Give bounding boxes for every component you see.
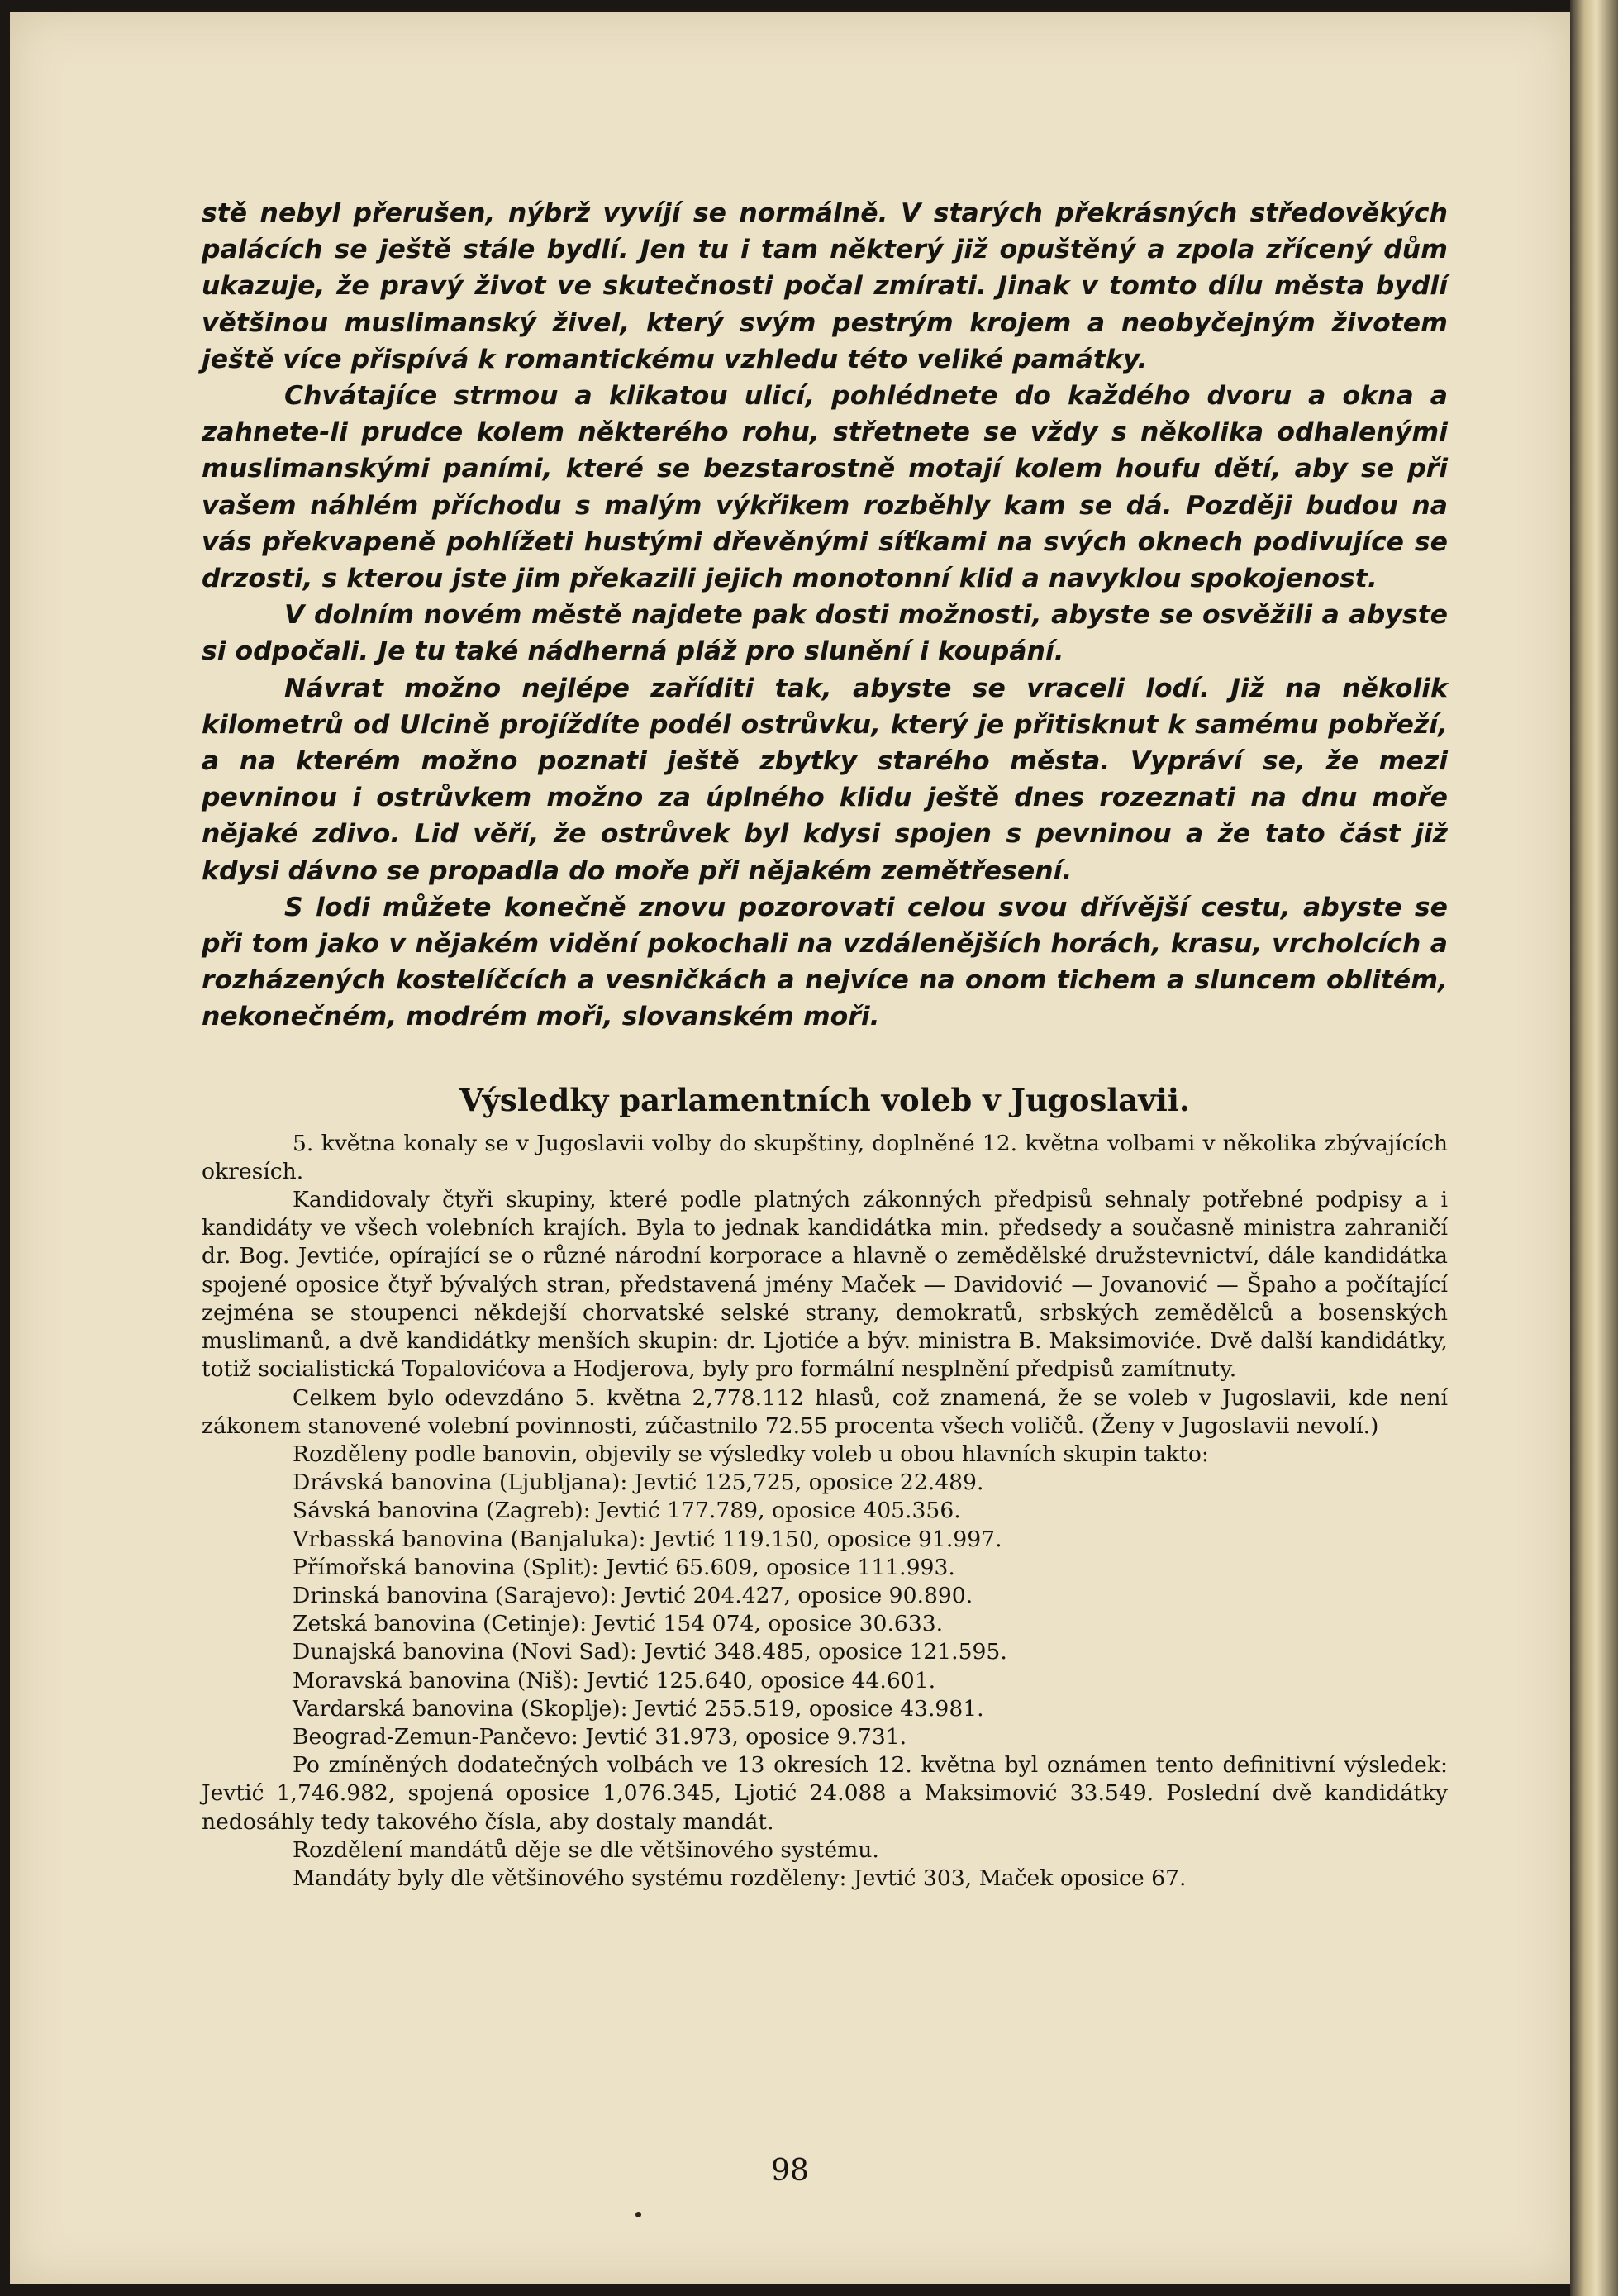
report-paragraph: Rozdělení mandátů děje se dle většinového systému. [293, 1836, 879, 1863]
report-paragraph: Mandáty byly dle většinového systému rozděleny: Jevtić 303, Maček oposice 67. [293, 1865, 1187, 1891]
result-line: Sávská banovina (Zagreb): Jevtić 177.789, oposice 405.356. [293, 1498, 961, 1524]
book-edge [1570, 0, 1618, 2296]
section-title: Výsledky parlamentních voleb v Jugoslavii. [459, 1081, 1190, 1118]
election-report [202, 1130, 1448, 1893]
report-paragraph: Kandidovaly čtyři skupiny, které podle platných zákonných předpisů sehnaly potřebné podpisy a i kandidáty ve všech volebních krajích. Byla to jednak kandidátka min. předsedy a současně ministra zahraničí dr. Bog. Jevtiće, opírající se o různé národní korporace a hlavně o zemědělské družstevnictví, dále kandidátka spojené oposice čtyř bývalých stran, představená jmény Maček — Davidović — Jovanović — Špaho a počítající zejména se stoupenci někdejší chorvatské selské strany, demokratů, srbských zemědělců a bosenských muslimanů, a dvě kandidátky menších skupin: dr. Ljotiće a býv. ministra B. Maksimoviće. Dvě další kandidátky, totiž socialistická Topalovićova a Hodjerova, byly pro formální nesplnění předpisů zamítnuty. [202, 1187, 1448, 1383]
result-line: Moravská banovina (Niš): Jevtić 125.640, oposice 44.601. [293, 1667, 936, 1693]
article-paragraph: V dolním novém městě najdete pak dosti možnosti, abyste se osvěžili a abyste si odpočali. Je tu také nádherná pláž pro slunění i koupání. [202, 600, 1448, 667]
result-line: Vrbasská banovina (Banjaluka): Jevtić 119.150, oposice 91.997. [293, 1526, 1002, 1552]
result-line: Přímořská banovina (Split): Jevtić 65.609, oposice 111.993. [293, 1554, 955, 1580]
result-line: Drinská banovina (Sarajevo): Jevtić 204.427, oposice 90.890. [293, 1582, 973, 1608]
text-block [202, 195, 1448, 1893]
print-mark [635, 2212, 641, 2217]
page-number: 98 [771, 2154, 809, 2188]
report-paragraph: Po zmíněných dodatečných volbách ve 13 okresích 12. května byl oznámen tento definitivní výsledek: Jevtić 1,746.982, spojená oposice 1,076.345, Ljotić 24.088 a Maksimović 33.549. Poslední dvě kandidátky nedosáhly tedy takového čísla, aby dostaly mandát. [202, 1752, 1448, 1835]
book-page [10, 12, 1570, 2284]
article-paragraph: Návrat možno nejlépe zaříditi tak, abyste se vraceli lodí. Již na několik kilometrů od Ulcině projíždíte podél ostrůvku, který je přitisknut k samému pobřeží, a na kterém možno poznati ještě zbytky starého města. Vypráví se, že mezi pevninou i ostrůvkem možno za úplného klidu ještě dnes rozeznati na dnu moře nějaké zdivo. Lid věří, že ostrůvek byl kdysi spojen s pevninou a že tato část již kdysi dávno se propadla do moře při nějakém zemětřesení. [202, 673, 1448, 886]
article-paragraph: stě nebyl přerušen, nýbrž vyvíjí se normálně. V starých překrásných středověkých palácích se ještě stále bydlí. Jen tu i tam některý již opuštěný a zpola zřícený dům ukazuje, že pravý život ve skutečnosti počal zmírati. Jinak v tomto dílu města bydlí většinou muslimanský živel, který svým pestrým krojem a neobyčejným životem ještě více přispívá k romantickému vzhledu této veliké památky. [202, 198, 1448, 374]
article-paragraph: S lodi můžete konečně znovu pozorovati celou svou dřívější cestu, abyste se při tom jako v nějakém vidění pokochali na vzdálenějších horách, krasu, vrcholcích a rozházených kostelíčcích a vesničkách a nejvíce na onom tichem a sluncem oblitém, nekonečném, modrém moři, slovanském moři. [202, 892, 1448, 1032]
report-paragraph: Celkem bylo odevzdáno 5. května 2,778.112 hlasů, což znamená, že se voleb v Jugoslavii, kde není zákonem stanovené volební povinnosti, zúčastnilo 72.55 procenta všech voličů. (Ženy v Jugoslavii nevolí.) [202, 1384, 1448, 1439]
result-line: Vardarská banovina (Skoplje): Jevtić 255.519, oposice 43.981. [293, 1695, 984, 1722]
report-paragraph: 5. května konaly se v Jugoslavii volby do skupštiny, doplněné 12. května volbami v několika zbývajících okresích. [202, 1130, 1448, 1184]
travel-article [202, 195, 1448, 1036]
result-line: Dunajská banovina (Novi Sad): Jevtić 348.485, oposice 121.595. [293, 1639, 1007, 1665]
result-line: Beograd-Zemun-Pančevo: Jevtić 31.973, oposice 9.731. [293, 1723, 907, 1750]
report-paragraph: Rozděleny podle banovin, objevily se výsledky voleb u obou hlavních skupin takto: [293, 1441, 1209, 1467]
article-paragraph: Chvátajíce strmou a klikatou ulicí, pohlédnete do každého dvoru a okna a zahnete-li prudce kolem některého rohu, střetnete se vždy s několika odhalenými muslimanskými paními, které se bezstarostně motají kolem houfu dětí, aby se při vašem náhlém příchodu s malým výkřikem rozběhly kam se dá. Později budou na vás překvapeně pohlížeti hustými dřevěnými síťkami na svých oknech podivujíce se drzosti, s kterou jste jim překazili jejich monotonní klid a navyklou spokojenost. [202, 381, 1448, 594]
result-line: Zetská banovina (Cetinje): Jevtić 154 074, oposice 30.633. [293, 1611, 944, 1637]
result-line: Drávská banovina (Ljubljana): Jevtić 125,725, oposice 22.489. [293, 1470, 984, 1496]
